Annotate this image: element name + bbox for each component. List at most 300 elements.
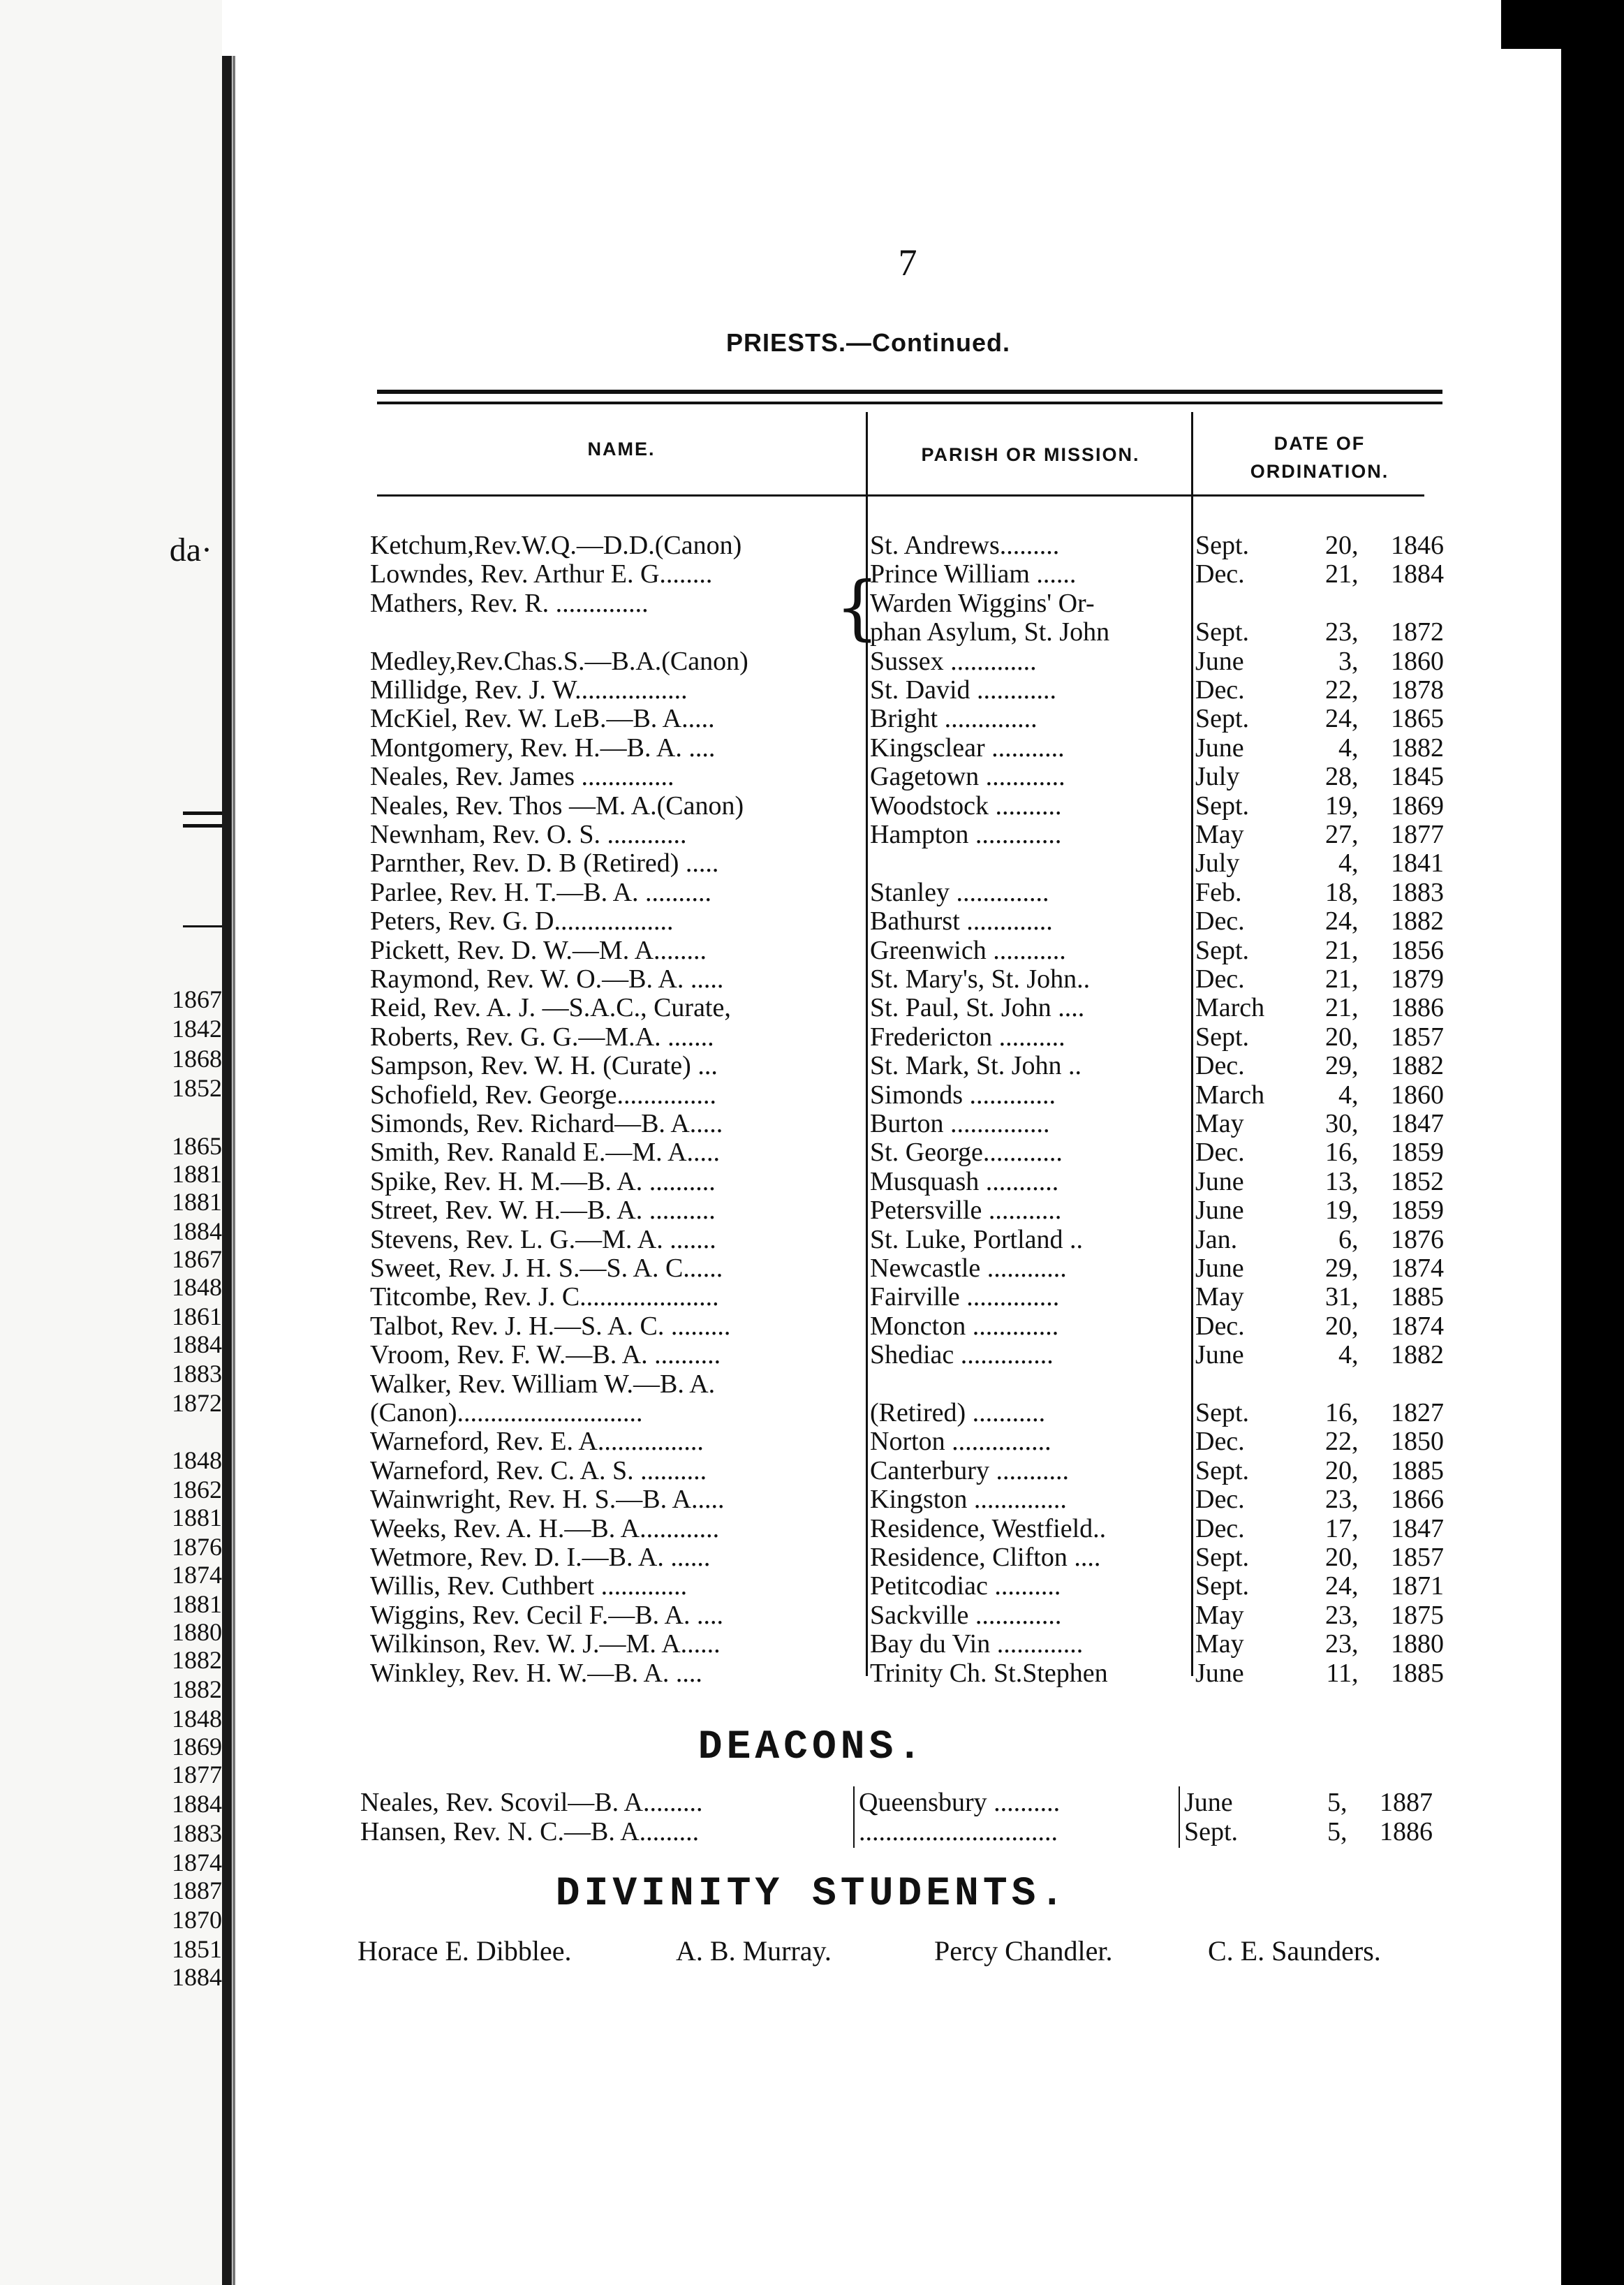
ordination-month: March [1195, 993, 1265, 1023]
ordination-day: 20 [1325, 1543, 1352, 1572]
date-separator: , [1352, 1109, 1359, 1138]
priest-parish: Prince William ...... [870, 559, 1077, 589]
date-separator: , [1352, 1571, 1359, 1601]
deacons-heading: DEACONS. [697, 1725, 927, 1770]
ordination-day: 5 [1327, 1817, 1341, 1846]
ordination-year: 1869 [1391, 791, 1444, 821]
priest-name: Sweet, Rev. J. H. S.—S. A. C...... [370, 1254, 723, 1283]
ordination-month: June [1195, 646, 1244, 676]
ordination-month: Dec. [1195, 1051, 1245, 1081]
ordination-day: 13 [1325, 1166, 1352, 1196]
ordination-year [1373, 1369, 1444, 1399]
date-separator: , [1352, 1051, 1359, 1081]
table-row [0, 936, 1624, 965]
ordination-day: 21 [1325, 993, 1352, 1023]
ordination-month: Sept. [1184, 1817, 1239, 1846]
facing-page-year: 1882 [172, 1646, 222, 1674]
ordination-month: June [1184, 1788, 1233, 1817]
date-separator: , [1352, 617, 1359, 647]
table-row [0, 906, 1624, 936]
ordination-day: 29 [1325, 1254, 1352, 1283]
priest-name: McKiel, Rev. W. LeB.—B. A..... [370, 704, 715, 734]
student-name: A. B. Murray. [676, 1935, 832, 1967]
ordination-day: 20 [1325, 531, 1352, 560]
ordination-month: Sept. [1195, 1543, 1250, 1572]
ordination-month: Sept. [1195, 1571, 1250, 1601]
facing-page-year: 1874 [172, 1849, 222, 1876]
priest-parish: Petersville ........... [870, 1196, 1062, 1226]
ordination-year [1373, 589, 1444, 618]
table-row [0, 1138, 1624, 1167]
priest-name: Raymond, Rev. W. O.—B. A. ..... [370, 964, 724, 994]
ordination-day: 24 [1325, 704, 1352, 734]
date-separator: , [1352, 1311, 1359, 1341]
priest-parish: St. Mark, St. John .. [870, 1051, 1082, 1081]
priest-name: Street, Rev. W. H.—B. A. .......... [370, 1196, 716, 1226]
date-separator: , [1352, 1455, 1359, 1485]
header-rule-top [377, 390, 1442, 394]
column-header-parish: PARISH OR MISSION. [921, 444, 1140, 465]
priest-name: Vroom, Rev. F. W.—B. A. .......... [370, 1340, 721, 1370]
table-row [0, 878, 1624, 907]
ordination-year: 1857 [1391, 1022, 1444, 1052]
date-separator: , [1352, 1485, 1359, 1515]
priest-parish: Woodstock .......... [870, 791, 1062, 821]
ordination-month: July [1195, 848, 1240, 879]
table-row [0, 848, 1624, 878]
date-separator: , [1352, 1543, 1359, 1572]
ordination-day: 20 [1325, 1311, 1352, 1341]
table-row [0, 1817, 1624, 1846]
priest-name: Smith, Rev. Ranald E.—M. A..... [370, 1138, 721, 1168]
ordination-month: May [1195, 1109, 1244, 1138]
ordination-month: May [1195, 820, 1244, 849]
ordination-month: Dec. [1195, 1485, 1245, 1515]
ordination-month: June [1195, 1658, 1244, 1688]
ordination-day: 30 [1325, 1109, 1352, 1138]
priest-parish [870, 848, 1190, 878]
priest-parish: Burton ............... [870, 1109, 1050, 1138]
ordination-month: June [1195, 1340, 1244, 1370]
ordination-year: 1887 [1380, 1788, 1433, 1817]
ordination-day: 24 [1325, 906, 1352, 936]
ordination-year: 1882 [1391, 1340, 1444, 1370]
priest-name: Warneford, Rev. C. A. S. .......... [370, 1455, 707, 1485]
ordination-year: 1882 [1391, 733, 1444, 763]
deacon-parish: .............................. [859, 1817, 1058, 1846]
priest-parish: Trinity Ch. St.Stephen [870, 1658, 1108, 1688]
table-row [0, 1022, 1624, 1052]
ordination-day: 21 [1325, 964, 1352, 994]
ordination-year: 1886 [1380, 1817, 1433, 1846]
ordination-day: 4 [1338, 1340, 1352, 1370]
students-heading: DIVINITY STUDENTS. [555, 1872, 1069, 1917]
priest-name: Schofield, Rev. George............... [370, 1080, 717, 1110]
ordination-day: 5 [1327, 1788, 1341, 1817]
priest-parish: Shediac .............. [870, 1340, 1054, 1370]
ordination-month: Dec. [1195, 1513, 1245, 1543]
facing-page-year: 1882 [172, 1675, 222, 1703]
table-row [0, 993, 1624, 1022]
table-row [0, 589, 1624, 618]
ordination-month: Sept. [1195, 1455, 1250, 1485]
ordination-year: 1860 [1391, 1080, 1444, 1110]
priest-name: Simonds, Rev. Richard—B. A..... [370, 1109, 723, 1138]
ordination-month: May [1195, 1629, 1244, 1659]
deacon-name: Neales, Rev. Scovil—B. A......... [360, 1788, 703, 1817]
date-separator: , [1352, 791, 1359, 821]
table-row [0, 1109, 1624, 1138]
date-separator: , [1352, 559, 1359, 589]
ordination-month: Jan. [1195, 1224, 1238, 1254]
students-list [357, 1934, 1447, 1969]
ordination-month: Sept. [1195, 791, 1250, 821]
priest-parish: St. David ............ [870, 675, 1057, 705]
priest-name: Mathers, Rev. R. .............. [370, 588, 649, 618]
ordination-day: 23 [1325, 617, 1352, 647]
column-header-date-line1: DATE OF [1274, 433, 1366, 454]
ordination-month: Sept. [1195, 617, 1250, 647]
table-row [0, 1629, 1624, 1659]
ordination-day: 23 [1325, 1600, 1352, 1630]
priest-name: Parnther, Rev. D. B (Retired) ..... [370, 848, 719, 879]
ordination-day: 23 [1325, 1629, 1352, 1659]
ordination-month: Sept. [1195, 704, 1250, 734]
priest-name: Willis, Rev. Cuthbert ............. [370, 1571, 688, 1601]
table-row [0, 1196, 1624, 1225]
ordination-year: 1865 [1391, 704, 1444, 734]
table-row [0, 1514, 1624, 1543]
date-separator: , [1352, 1398, 1359, 1427]
priest-parish: Hampton ............. [870, 820, 1062, 849]
table-row [0, 1543, 1624, 1572]
facing-page-year: 1867 [172, 985, 222, 1013]
priest-parish: Sackville ............. [870, 1600, 1062, 1630]
facing-page-year: 1848 [172, 1705, 222, 1733]
priest-parish: phan Asylum, St. John [870, 617, 1110, 647]
table-row [0, 1051, 1624, 1080]
ordination-year: 1880 [1391, 1629, 1444, 1659]
ordination-day: 16 [1325, 1138, 1352, 1168]
ordination-day [1307, 1369, 1352, 1399]
facing-page-year: 1862 [172, 1476, 222, 1504]
table-row [0, 1225, 1624, 1254]
ordination-day: 22 [1325, 675, 1352, 705]
ordination-month [1195, 589, 1307, 618]
ordination-day: 17 [1325, 1513, 1352, 1543]
priest-name: Millidge, Rev. J. W................. [370, 675, 688, 705]
ordination-year: 1885 [1391, 1658, 1444, 1688]
facing-page-year: 1883 [172, 1360, 222, 1388]
priest-name: Wetmore, Rev. D. I.—B. A. ...... [370, 1543, 711, 1572]
ordination-year: 1846 [1391, 531, 1444, 560]
priest-parish: Norton ............... [870, 1427, 1051, 1457]
priest-parish: Fredericton .......... [870, 1022, 1065, 1052]
ordination-month: Sept. [1195, 531, 1250, 560]
priest-parish: (Retired) ........... [870, 1398, 1046, 1427]
ordination-day: 4 [1338, 733, 1352, 763]
date-separator: , [1352, 1629, 1359, 1659]
ordination-month: July [1195, 762, 1240, 792]
ordination-year: 1859 [1391, 1138, 1444, 1168]
table-row [0, 791, 1624, 821]
date-separator: , [1352, 1282, 1359, 1312]
priest-parish: St. Mary's, St. John.. [870, 964, 1091, 994]
date-separator: , [1341, 1817, 1348, 1846]
priest-parish: Bathurst ............. [870, 906, 1053, 936]
page-edge-corner [1501, 0, 1624, 49]
facing-page-year: 1842 [172, 1015, 222, 1043]
date-separator: , [1352, 1196, 1359, 1226]
date-separator: , [1352, 906, 1359, 936]
section-title: PRIESTS.—Continued. [726, 328, 1011, 357]
ordination-day: 20 [1325, 1455, 1352, 1485]
ordination-month: Dec. [1195, 906, 1245, 936]
priest-name: Talbot, Rev. J. H.—S. A. C. ......... [370, 1311, 731, 1341]
priest-parish: St. Andrews......... [870, 531, 1060, 560]
facing-page-year: 1887 [172, 1876, 222, 1904]
ordination-day: 31 [1325, 1282, 1352, 1312]
ordination-year: 1845 [1391, 762, 1444, 792]
priest-parish: Greenwich ........... [870, 935, 1066, 965]
priest-name: Neales, Rev. Thos —M. A.(Canon) [370, 791, 744, 821]
date-separator: , [1352, 993, 1359, 1023]
ordination-year: 1874 [1391, 1254, 1444, 1283]
table-row [0, 820, 1624, 849]
priest-parish: Simonds ............. [870, 1080, 1056, 1110]
ordination-month: Dec. [1195, 559, 1245, 589]
ordination-day: 29 [1325, 1051, 1352, 1081]
facing-page-year: 1872 [172, 1389, 222, 1417]
facing-page-year: 1865 [172, 1132, 222, 1160]
priest-name: Reid, Rev. A. J. —S.A.C., Curate, [370, 993, 731, 1023]
date-separator: , [1341, 1788, 1348, 1817]
priest-parish: Moncton ............. [870, 1311, 1059, 1341]
table-row [0, 675, 1624, 705]
facing-page-year: 1867 [172, 1245, 222, 1273]
facing-page-year: 1880 [172, 1618, 222, 1646]
table-row [0, 1659, 1624, 1688]
ordination-month: Dec. [1195, 1427, 1245, 1457]
ordination-day: 21 [1325, 935, 1352, 965]
deacon-name: Hansen, Rev. N. C.—B. A......... [360, 1817, 700, 1846]
priest-parish: Bay du Vin ............. [870, 1629, 1084, 1659]
priest-parish: Newcastle ............ [870, 1254, 1067, 1283]
column-header-name: NAME. [587, 439, 656, 460]
ordination-month: Dec. [1195, 1311, 1245, 1341]
facing-page-year: 1881 [172, 1590, 222, 1618]
ordination-year: 1875 [1391, 1600, 1444, 1630]
table-row [0, 733, 1624, 763]
date-separator: , [1352, 1513, 1359, 1543]
ordination-day [1307, 589, 1352, 618]
priest-name: Winkley, Rev. H. W.—B. A. .... [370, 1658, 702, 1688]
facing-page-year: 1881 [172, 1504, 222, 1531]
date-separator: , [1352, 877, 1359, 907]
priest-parish: Fairville .............. [870, 1282, 1060, 1312]
ordination-day: 21 [1325, 559, 1352, 589]
facing-page-year: 1884 [172, 1217, 222, 1245]
date-separator: , [1352, 964, 1359, 994]
date-separator: , [1352, 848, 1359, 879]
student-name: Percy Chandler. [934, 1935, 1113, 1967]
ordination-year: 1882 [1391, 906, 1444, 936]
priest-name: Stevens, Rev. L. G.—M. A. ....... [370, 1224, 716, 1254]
facing-page-year: 1877 [172, 1761, 222, 1788]
table-row [0, 1398, 1624, 1427]
date-separator: , [1352, 1166, 1359, 1196]
facing-page-year: 1870 [172, 1906, 222, 1934]
table-row [0, 1167, 1624, 1196]
facing-page-year: 1851 [172, 1935, 222, 1963]
priest-parish: Warden Wiggins' Or- [870, 588, 1095, 618]
priest-parish: Kingsclear ........... [870, 733, 1065, 763]
ordination-month: Feb. [1195, 877, 1242, 907]
ordination-year: 1877 [1391, 820, 1444, 849]
facing-page-year: 1884 [172, 1330, 222, 1358]
date-separator: , [1352, 1658, 1359, 1688]
ordination-day: 19 [1325, 791, 1352, 821]
facing-page-year: 1874 [172, 1561, 222, 1589]
priest-name: Newnham, Rev. O. S. ............ [370, 820, 687, 849]
priest-name: Sampson, Rev. W. H. (Curate) ... [370, 1051, 718, 1081]
date-separator: , [1352, 675, 1359, 705]
ordination-month: March [1195, 1080, 1265, 1110]
facing-page-year: 1869 [172, 1733, 222, 1761]
facing-page-year: 1881 [172, 1160, 222, 1188]
ordination-year: 1852 [1391, 1166, 1444, 1196]
ordination-year: 1860 [1391, 646, 1444, 676]
table-row [0, 559, 1624, 589]
ordination-month: June [1195, 733, 1244, 763]
date-separator: , [1352, 1254, 1359, 1283]
priest-parish: St. Luke, Portland .. [870, 1224, 1084, 1254]
ordination-year: 1827 [1391, 1398, 1444, 1427]
date-separator: , [1352, 704, 1359, 734]
ordination-year: 1847 [1391, 1109, 1444, 1138]
ordination-day: 22 [1325, 1427, 1352, 1457]
priest-parish [870, 1369, 1190, 1399]
priest-name: Neales, Rev. James .............. [370, 762, 674, 792]
ordination-day: 4 [1338, 1080, 1352, 1110]
table-row [0, 531, 1624, 560]
priest-parish: Residence, Westfield.. [870, 1513, 1107, 1543]
ordination-month [1195, 1369, 1307, 1399]
table-row [0, 617, 1624, 647]
table-row [0, 1601, 1624, 1630]
ordination-year: 1856 [1391, 935, 1444, 965]
ordination-month: May [1195, 1600, 1244, 1630]
date-separator: , [1352, 1427, 1359, 1457]
priest-parish: St. Paul, St. John .... [870, 993, 1085, 1023]
ordination-year: 1876 [1391, 1224, 1444, 1254]
date-separator: , [1352, 1138, 1359, 1168]
date-separator: , [1352, 733, 1359, 763]
ordination-day: 11 [1326, 1658, 1352, 1688]
ordination-day: 4 [1338, 848, 1352, 879]
facing-page-year: 1884 [172, 1963, 222, 1991]
column-header-date-line2: ORDINATION. [1250, 461, 1389, 482]
facing-page-year: 1868 [172, 1045, 222, 1073]
priest-name: Medley,Rev.Chas.S.—B.A.(Canon) [370, 646, 748, 676]
priest-name: Lowndes, Rev. Arthur E. G........ [370, 559, 713, 589]
table-row [0, 704, 1624, 733]
header-rule-bottom [377, 494, 1424, 497]
priest-parish: Stanley .............. [870, 877, 1049, 907]
ordination-month: Sept. [1195, 1022, 1250, 1052]
table-row [0, 762, 1624, 791]
table-row [0, 1485, 1624, 1514]
ordination-day: 16 [1325, 1398, 1352, 1427]
priest-parish: Bright .............. [870, 704, 1038, 734]
ordination-year: 1874 [1391, 1311, 1444, 1341]
ordination-month: June [1195, 1166, 1244, 1196]
priest-parish: Musquash ........... [870, 1166, 1059, 1196]
facing-page-year: 1876 [172, 1533, 222, 1561]
priest-name: Montgomery, Rev. H.—B. A. .... [370, 733, 716, 763]
priest-name: (Canon)............................ [370, 1398, 643, 1427]
ordination-year: 1866 [1391, 1485, 1444, 1515]
ordination-month: Sept. [1195, 1398, 1250, 1427]
ordination-year: 1882 [1391, 1051, 1444, 1081]
ordination-day: 18 [1325, 877, 1352, 907]
ordination-year: 1850 [1391, 1427, 1444, 1457]
ordination-day: 27 [1325, 820, 1352, 849]
priest-parish: Gagetown ............ [870, 762, 1065, 792]
ordination-day: 20 [1325, 1022, 1352, 1052]
ordination-month: Dec. [1195, 1138, 1245, 1168]
facing-page-year: 1848 [172, 1446, 222, 1474]
ordination-year: 1879 [1391, 964, 1444, 994]
date-separator: , [1352, 531, 1359, 560]
table-row [0, 1427, 1624, 1456]
ordination-year: 1883 [1391, 877, 1444, 907]
priest-parish: Residence, Clifton .... [870, 1543, 1101, 1572]
date-separator: , [1352, 935, 1359, 965]
ordination-year: 1886 [1391, 993, 1444, 1023]
facing-page-text: da· [169, 531, 212, 568]
facing-page-year: 1883 [172, 1819, 222, 1847]
date-separator: , [1352, 1022, 1359, 1052]
date-separator: , [1352, 1080, 1359, 1110]
ordination-day: 23 [1325, 1485, 1352, 1515]
ordination-year: 1885 [1391, 1455, 1444, 1485]
priest-name: Titcombe, Rev. J. C..................... [370, 1282, 719, 1312]
table-row [0, 1254, 1624, 1283]
priest-name: Ketchum,Rev.W.Q.—D.D.(Canon) [370, 531, 742, 560]
table-row [0, 647, 1624, 676]
table-row [0, 1282, 1624, 1312]
priest-name: Wainwright, Rev. H. S.—B. A..... [370, 1485, 725, 1515]
ordination-year: 1859 [1391, 1196, 1444, 1226]
ordination-day: 3 [1338, 646, 1352, 676]
table-row [0, 1080, 1624, 1110]
ordination-month: Dec. [1195, 964, 1245, 994]
ordination-day: 28 [1325, 762, 1352, 792]
ordination-day: 24 [1325, 1571, 1352, 1601]
ordination-day: 6 [1338, 1224, 1352, 1254]
priest-name: Peters, Rev. G. D.................. [370, 906, 674, 936]
ordination-month: Sept. [1195, 935, 1250, 965]
facing-page-year: 1852 [172, 1074, 222, 1102]
priest-name: Spike, Rev. H. M.—B. A. .......... [370, 1166, 716, 1196]
ordination-day: 19 [1325, 1196, 1352, 1226]
priest-parish: Sussex ............. [870, 646, 1037, 676]
ordination-year: 1857 [1391, 1543, 1444, 1572]
date-separator: , [1352, 762, 1359, 792]
ordination-month: June [1195, 1196, 1244, 1226]
ordination-month: June [1195, 1254, 1244, 1283]
